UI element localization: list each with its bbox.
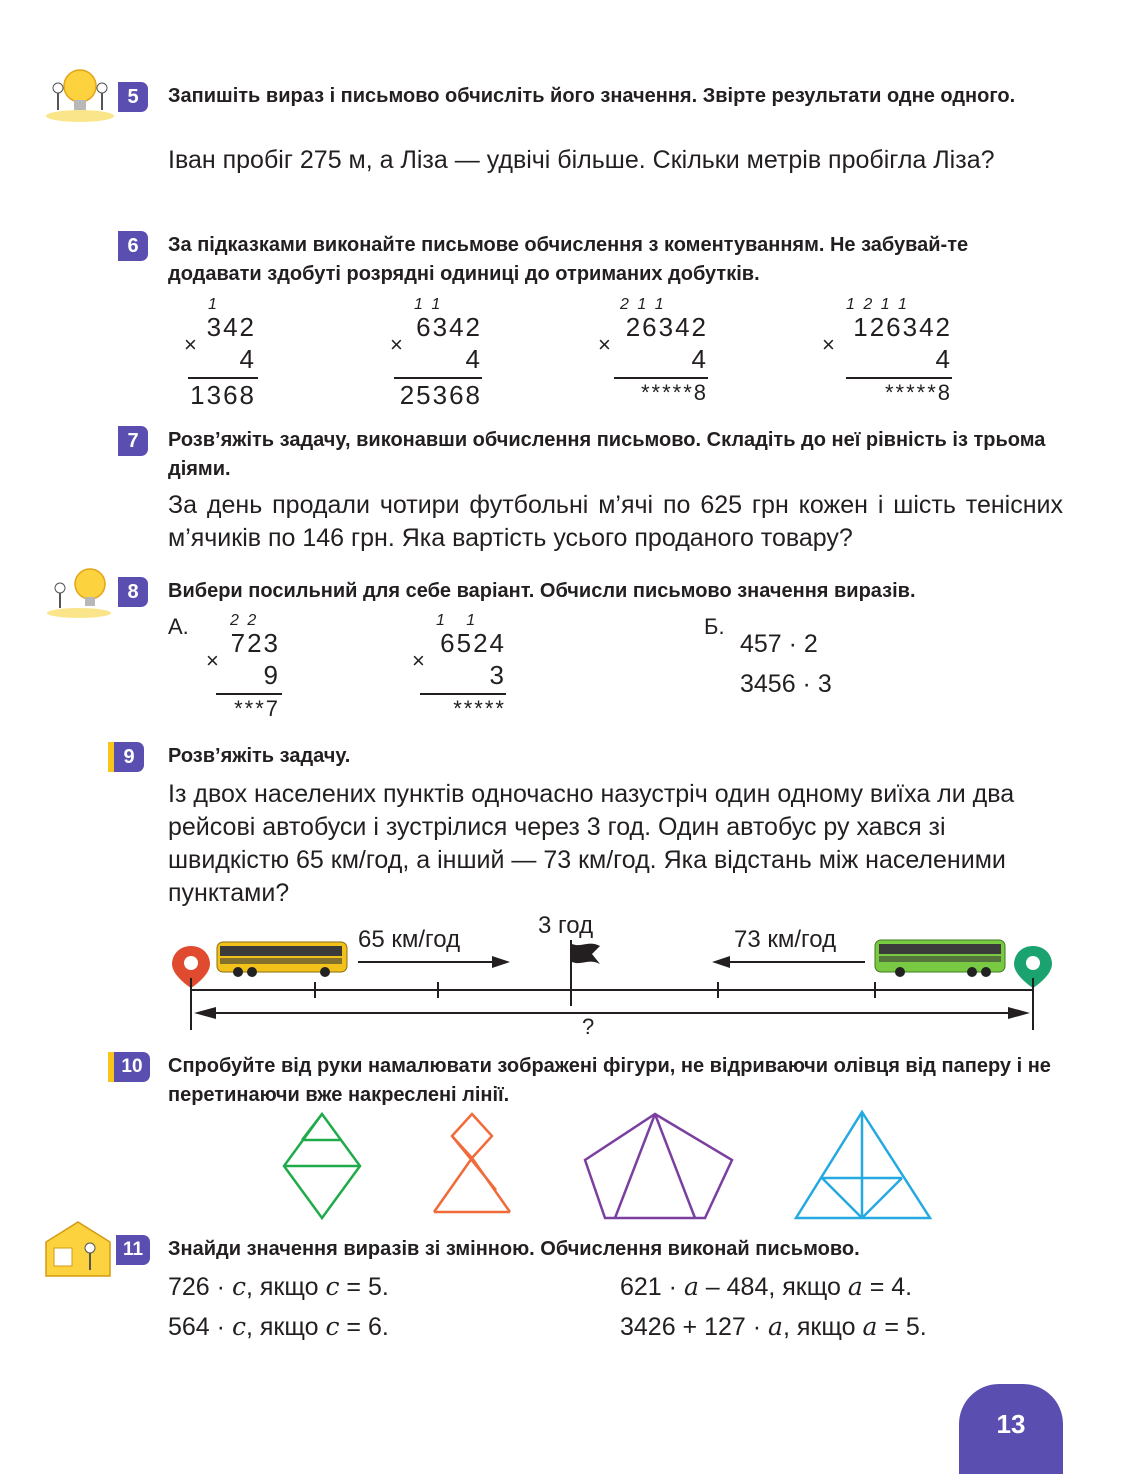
expression: 457 · 2 [740, 630, 818, 658]
result-rule [394, 377, 482, 379]
multiplication-example [412, 612, 512, 728]
task-number-10: 10 [114, 1052, 150, 1082]
task7-instruction: Розв’яжіть задачу, виконавши обчислення письмово. Складіть до неї рівність із трьома діями. [168, 429, 1046, 480]
variable: c [231, 1312, 246, 1341]
expr-part: – 484, якщо [698, 1273, 848, 1301]
variable: a [862, 1312, 878, 1341]
variable: c [231, 1272, 246, 1301]
carry-digits: 2 2 [230, 612, 259, 629]
meeting-diagram [160, 910, 1060, 1050]
multiplier: 4 [239, 344, 256, 374]
page-number: 13 [959, 1384, 1063, 1474]
distance-label: ? [582, 1014, 595, 1039]
task-number-9: 9 [114, 742, 144, 772]
product: 25368 [399, 380, 482, 410]
task10-instruction: Спробуйте від руки намалювати зображені фігури, не відриваючи олівця від паперу і не перетинаючи вже накреслені лінії. [168, 1055, 1051, 1106]
expr-part: 621 · [620, 1273, 684, 1301]
expr-part: = 5. [339, 1273, 389, 1301]
carry-digits: 1 1 [436, 612, 478, 629]
right-speed-label: 73 км/год [734, 926, 837, 953]
lightbulb-team-icon [44, 66, 116, 122]
task-number-11: 11 [116, 1235, 150, 1265]
house-pencil-icon [42, 1218, 114, 1280]
result-rule [614, 377, 708, 379]
lightbulb-icon [44, 566, 114, 618]
expr-part: 3426 + 127 · [620, 1313, 769, 1341]
time-label: 3 год [538, 912, 594, 939]
expression-line [168, 1272, 389, 1302]
pentagon-figure [585, 1114, 732, 1218]
result-rule [420, 693, 506, 695]
figures-row [270, 1108, 950, 1226]
times-sign: × [184, 332, 197, 357]
variant-b-label: Б. [704, 614, 725, 639]
task7-text: За день продали чотири футбольні м’ячі по 625 грн кожен і шість тенісних м’ячиків по 146 грн. Яка вартість усього проданого товару? [168, 491, 1063, 552]
expr-part: = 4. [862, 1273, 913, 1301]
multiplier: 4 [465, 344, 482, 374]
task-number-5: 5 [118, 82, 148, 112]
task9-text: Із двох населених пунктів одночасно назустріч один одному виїха ли два рейсові автобуси і зустрілися через 3 год. Один автобус ру хався зі швидкістю 65 км/год, а інший — 73 км/год. Яка відстань між населеними пунктами? [168, 780, 1015, 907]
multiplication-example [184, 296, 264, 416]
expr-part: 726 · [168, 1273, 232, 1301]
task5-text: Іван пробіг 275 м, а Ліза — удвічі більше. Скільки метрів пробігла Ліза? [168, 146, 995, 174]
task11-instruction: Знайди значення виразів зі змінною. Обчислення виконай письмово. [168, 1238, 860, 1260]
multiplicand: 6524 [440, 628, 506, 658]
times-sign: × [390, 332, 403, 357]
rhombus-figure [284, 1114, 360, 1218]
product: ***7 [234, 696, 280, 721]
left-speed-label: 65 км/год [358, 926, 461, 953]
variable: a [683, 1272, 699, 1301]
multiplicand: 6342 [416, 312, 482, 342]
multiplicand: 126342 [853, 312, 952, 342]
task6-instruction: За підказками виконайте письмове обчислення з коментуванням. Не забувай-те додавати здобуті розрядні одиниці до отриманих добутків. [168, 234, 969, 285]
task8-instruction: Вибери посильний для себе варіант. Обчисли письмово значення виразів. [168, 580, 916, 602]
variant-a-label: А. [168, 614, 189, 639]
expr-part: , якщо [782, 1313, 863, 1341]
expr-part: , якщо [245, 1313, 326, 1341]
variable: c [325, 1312, 340, 1341]
times-sign: × [822, 332, 835, 357]
result-rule [188, 377, 258, 379]
times-sign: × [598, 332, 611, 357]
carry-digits: 2 1 1 [620, 296, 666, 313]
product: *****8 [640, 380, 708, 405]
multiplier: 3 [489, 660, 506, 690]
product: ***** [453, 696, 506, 721]
multiplier: 9 [263, 660, 280, 690]
product: 1368 [190, 380, 256, 410]
task-number-7: 7 [118, 426, 148, 456]
multiplicand: 723 [230, 628, 280, 658]
result-rule [216, 693, 282, 695]
times-sign: × [206, 648, 219, 673]
multiplicand: 342 [206, 312, 256, 342]
multiplication-example [206, 612, 286, 728]
carry-digits: 1 2 1 1 [846, 296, 909, 313]
product: *****8 [884, 380, 952, 405]
variable: a [768, 1312, 783, 1341]
expression-line [620, 1272, 912, 1302]
expr-part: , якщо [245, 1273, 326, 1301]
carry-digits: 1 1 [414, 296, 443, 313]
flag-icon [572, 944, 600, 964]
expr-part: = 6. [339, 1313, 389, 1341]
carry-digits: 1 [208, 296, 219, 313]
expression-line [168, 1312, 389, 1342]
variable: a [847, 1272, 863, 1301]
multiplicand: 26342 [625, 312, 708, 342]
multiplication-example [822, 296, 958, 416]
hourglass-figure [434, 1114, 510, 1212]
task5-instruction: Запишіть вираз і письмово обчисліть його значення. Звірте результати одне одного. [168, 85, 1016, 107]
multiplication-example [598, 296, 714, 416]
result-rule [846, 377, 952, 379]
variable: c [325, 1272, 340, 1301]
yellow-bus-icon [217, 942, 347, 977]
expression: 3456 · 3 [740, 670, 832, 698]
task9-instruction: Розв’яжіть задачу. [168, 745, 351, 767]
multiplier: 4 [935, 344, 952, 374]
task-number-8: 8 [118, 577, 148, 607]
times-sign: × [412, 648, 425, 673]
triangle-figure [796, 1112, 930, 1218]
task-number-6: 6 [118, 231, 148, 261]
expr-part: = 5. [877, 1313, 927, 1341]
multiplier: 4 [691, 344, 708, 374]
multiplication-example [390, 296, 490, 416]
expr-part: 564 · [168, 1313, 232, 1341]
expression-line [620, 1312, 927, 1342]
green-bus-icon [875, 940, 1005, 977]
